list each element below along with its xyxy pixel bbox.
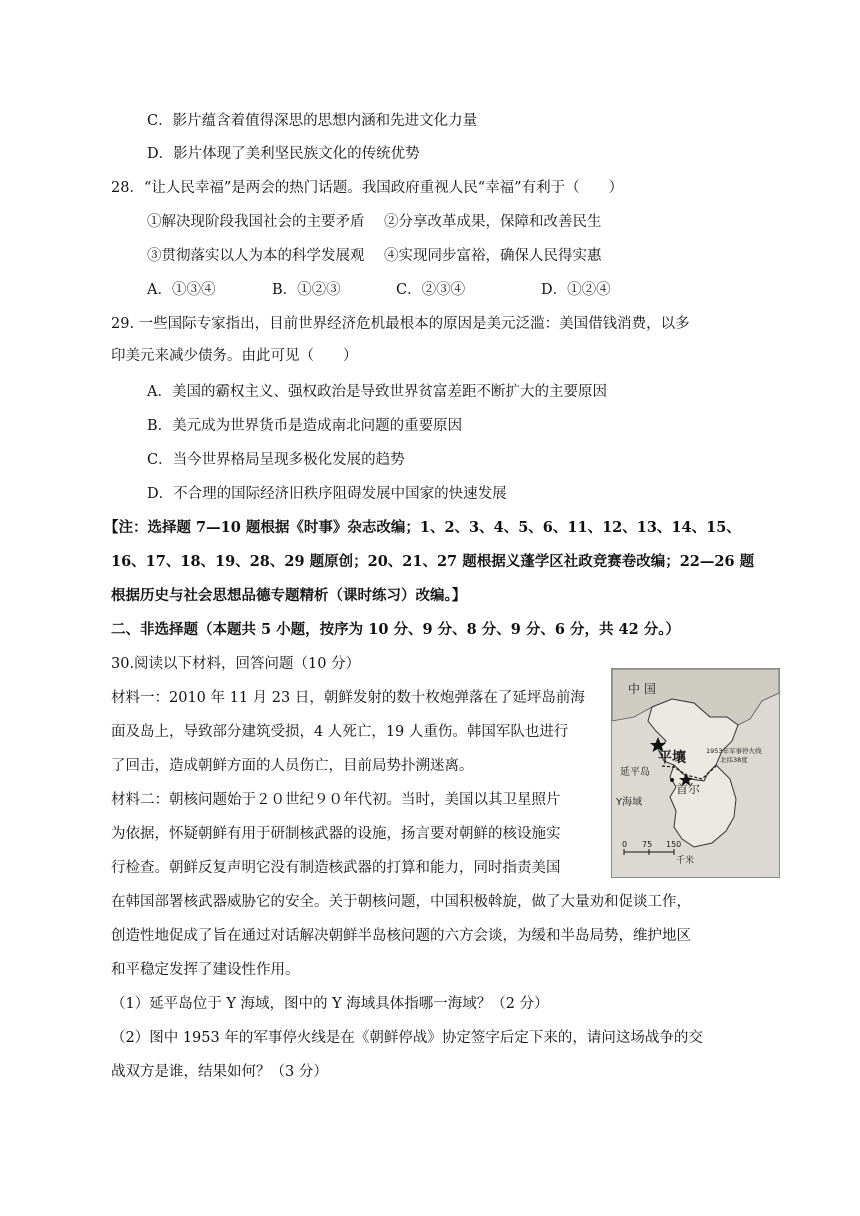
q28-item-2: ②分享改革成果，保障和改善民生: [384, 214, 602, 230]
map-scale-75: 75: [642, 840, 653, 849]
q30-stem: 30.阅读以下材料，回答问题（10 分）: [111, 656, 361, 672]
map-scale-0: 0: [622, 840, 628, 849]
note-line-1: 【注：选择题 7—10 题根据《时事》杂志改编；1、2、3、4、5、6、11、12、13、14、15、: [104, 519, 741, 536]
map-label-pyongyang: 平壤: [658, 750, 686, 766]
q27-option-d: D．影片体现了美利坚民族文化的传统优势: [147, 146, 420, 162]
q29-stem-line-2: 印美元来减少债务。由此可见（ ）: [111, 348, 358, 364]
korean-peninsula-map: [611, 668, 780, 878]
q30-sub-question-1: （1）延平岛位于 Y 海域，图中的 Y 海域具体指哪一海域？（2 分）: [111, 996, 549, 1012]
q30-material-2-line-4: 在韩国部署核武器威胁它的安全。关于朝核问题，中国积极斡旋，做了大量劝和促谈工作，: [111, 894, 691, 910]
q28-option-a: A．①③④: [147, 282, 216, 298]
q28-stem: 28．“让人民幸福”是两会的热门话题。我国政府重视人民“幸福”有利于（ ）: [111, 180, 624, 196]
q29-option-c: C．当今世界格局呈现多极化发展的趋势: [147, 452, 405, 468]
q29-option-d: D．不合理的国际经济旧秩序阻碍发展中国家的快速发展: [147, 486, 507, 502]
map-label-y-sea: Y海域: [616, 797, 643, 808]
q30-material-2-line-5: 创造性地促成了旨在通过对话解决朝鲜半岛核问题的六方会谈，为缓和半岛局势，维护地区: [111, 928, 691, 944]
yeonpyeong-island-dot: [670, 778, 674, 782]
note-line-2: 16、17、18、19、28、29 题原创；20、21、27 题根据义蓬学区社政竞赛卷改编；22—26 题: [111, 553, 755, 570]
q28-item-1: ①解决现阶段我国社会的主要矛盾: [147, 214, 365, 230]
q27-option-c: C．影片蕴含着值得深思的思想内涵和先进文化力量: [147, 113, 478, 129]
q30-material-1-line-1: 材料一：2010 年 11 月 23 日，朝鲜发射的数十枚炮弹落在了延坪岛前海: [111, 690, 585, 706]
q28-item-3: ③贯彻落实以人为本的科学发展观: [147, 248, 365, 264]
map-label-yeonpyeong: 延平岛: [620, 767, 650, 778]
map-label-seoul: 首尔: [676, 782, 701, 796]
q28-option-b: B．①②③: [272, 282, 341, 298]
map-label-china: 中 国: [628, 682, 656, 696]
q30-material-2-line-1: 材料二：朝核问题始于２０世纪９０年代初。当时，美国以其卫星照片: [111, 792, 561, 808]
q30-material-2-line-6: 和平稳定发挥了建设性作用。: [111, 962, 300, 978]
section-2-heading: 二、非选择题（本题共 5 小题，按序为 10 分、9 分、8 分、9 分、6 分，共 42 分。）: [111, 621, 681, 638]
q28-option-d: D．①②④: [541, 282, 611, 298]
q29-option-a: A．美国的霸权主义、强权政治是导致世界贫富差距不断扩大的主要原因: [147, 384, 607, 400]
q30-sub-question-2-line-1: （2）图中 1953 年的军事停火线是在《朝鲜停战》协定签字后定下来的，请问这场战争的交: [111, 1030, 703, 1046]
map-scale-150: 150: [666, 840, 682, 849]
q29-option-b: B．美元成为世界货币是造成南北问题的重要原因: [147, 418, 463, 434]
q28-item-4: ④实现同步富裕，确保人民得实惠: [384, 248, 602, 264]
map-label-armistice-2: 北纬38度: [720, 756, 748, 764]
map-scale-unit: 千米: [676, 856, 695, 866]
q30-material-1-line-3: 了回击，造成朝鲜方面的人员伤亡，目前局势扑溯迷离。: [111, 758, 474, 774]
q30-sub-question-2-line-2: 战双方是谁，结果如何？（3 分）: [111, 1064, 328, 1080]
note-line-3: 根据历史与社会思想品德专题精析（课时练习）改编。】: [111, 587, 467, 604]
map-label-armistice-1: 1953年军事停火线: [706, 747, 762, 755]
q28-option-c: C．②③④: [396, 282, 466, 298]
q30-material-1-line-2: 面及岛上，导致部分建筑受损，4 人死亡，19 人重伤。韩国军队也进行: [111, 724, 569, 740]
q30-material-2-line-3: 行检查。朝鲜反复声明它没有制造核武器的打算和能力，同时指责美国: [111, 860, 561, 876]
q30-material-2-line-2: 为依据，怀疑朝鲜有用于研制核武器的设施，扬言要对朝鲜的核设施实: [111, 826, 561, 842]
q29-stem-line-1: 29. 一些国际专家指出，目前世界经济危机最根本的原因是美元泛滥：美国借钱消费，以多: [111, 316, 690, 332]
